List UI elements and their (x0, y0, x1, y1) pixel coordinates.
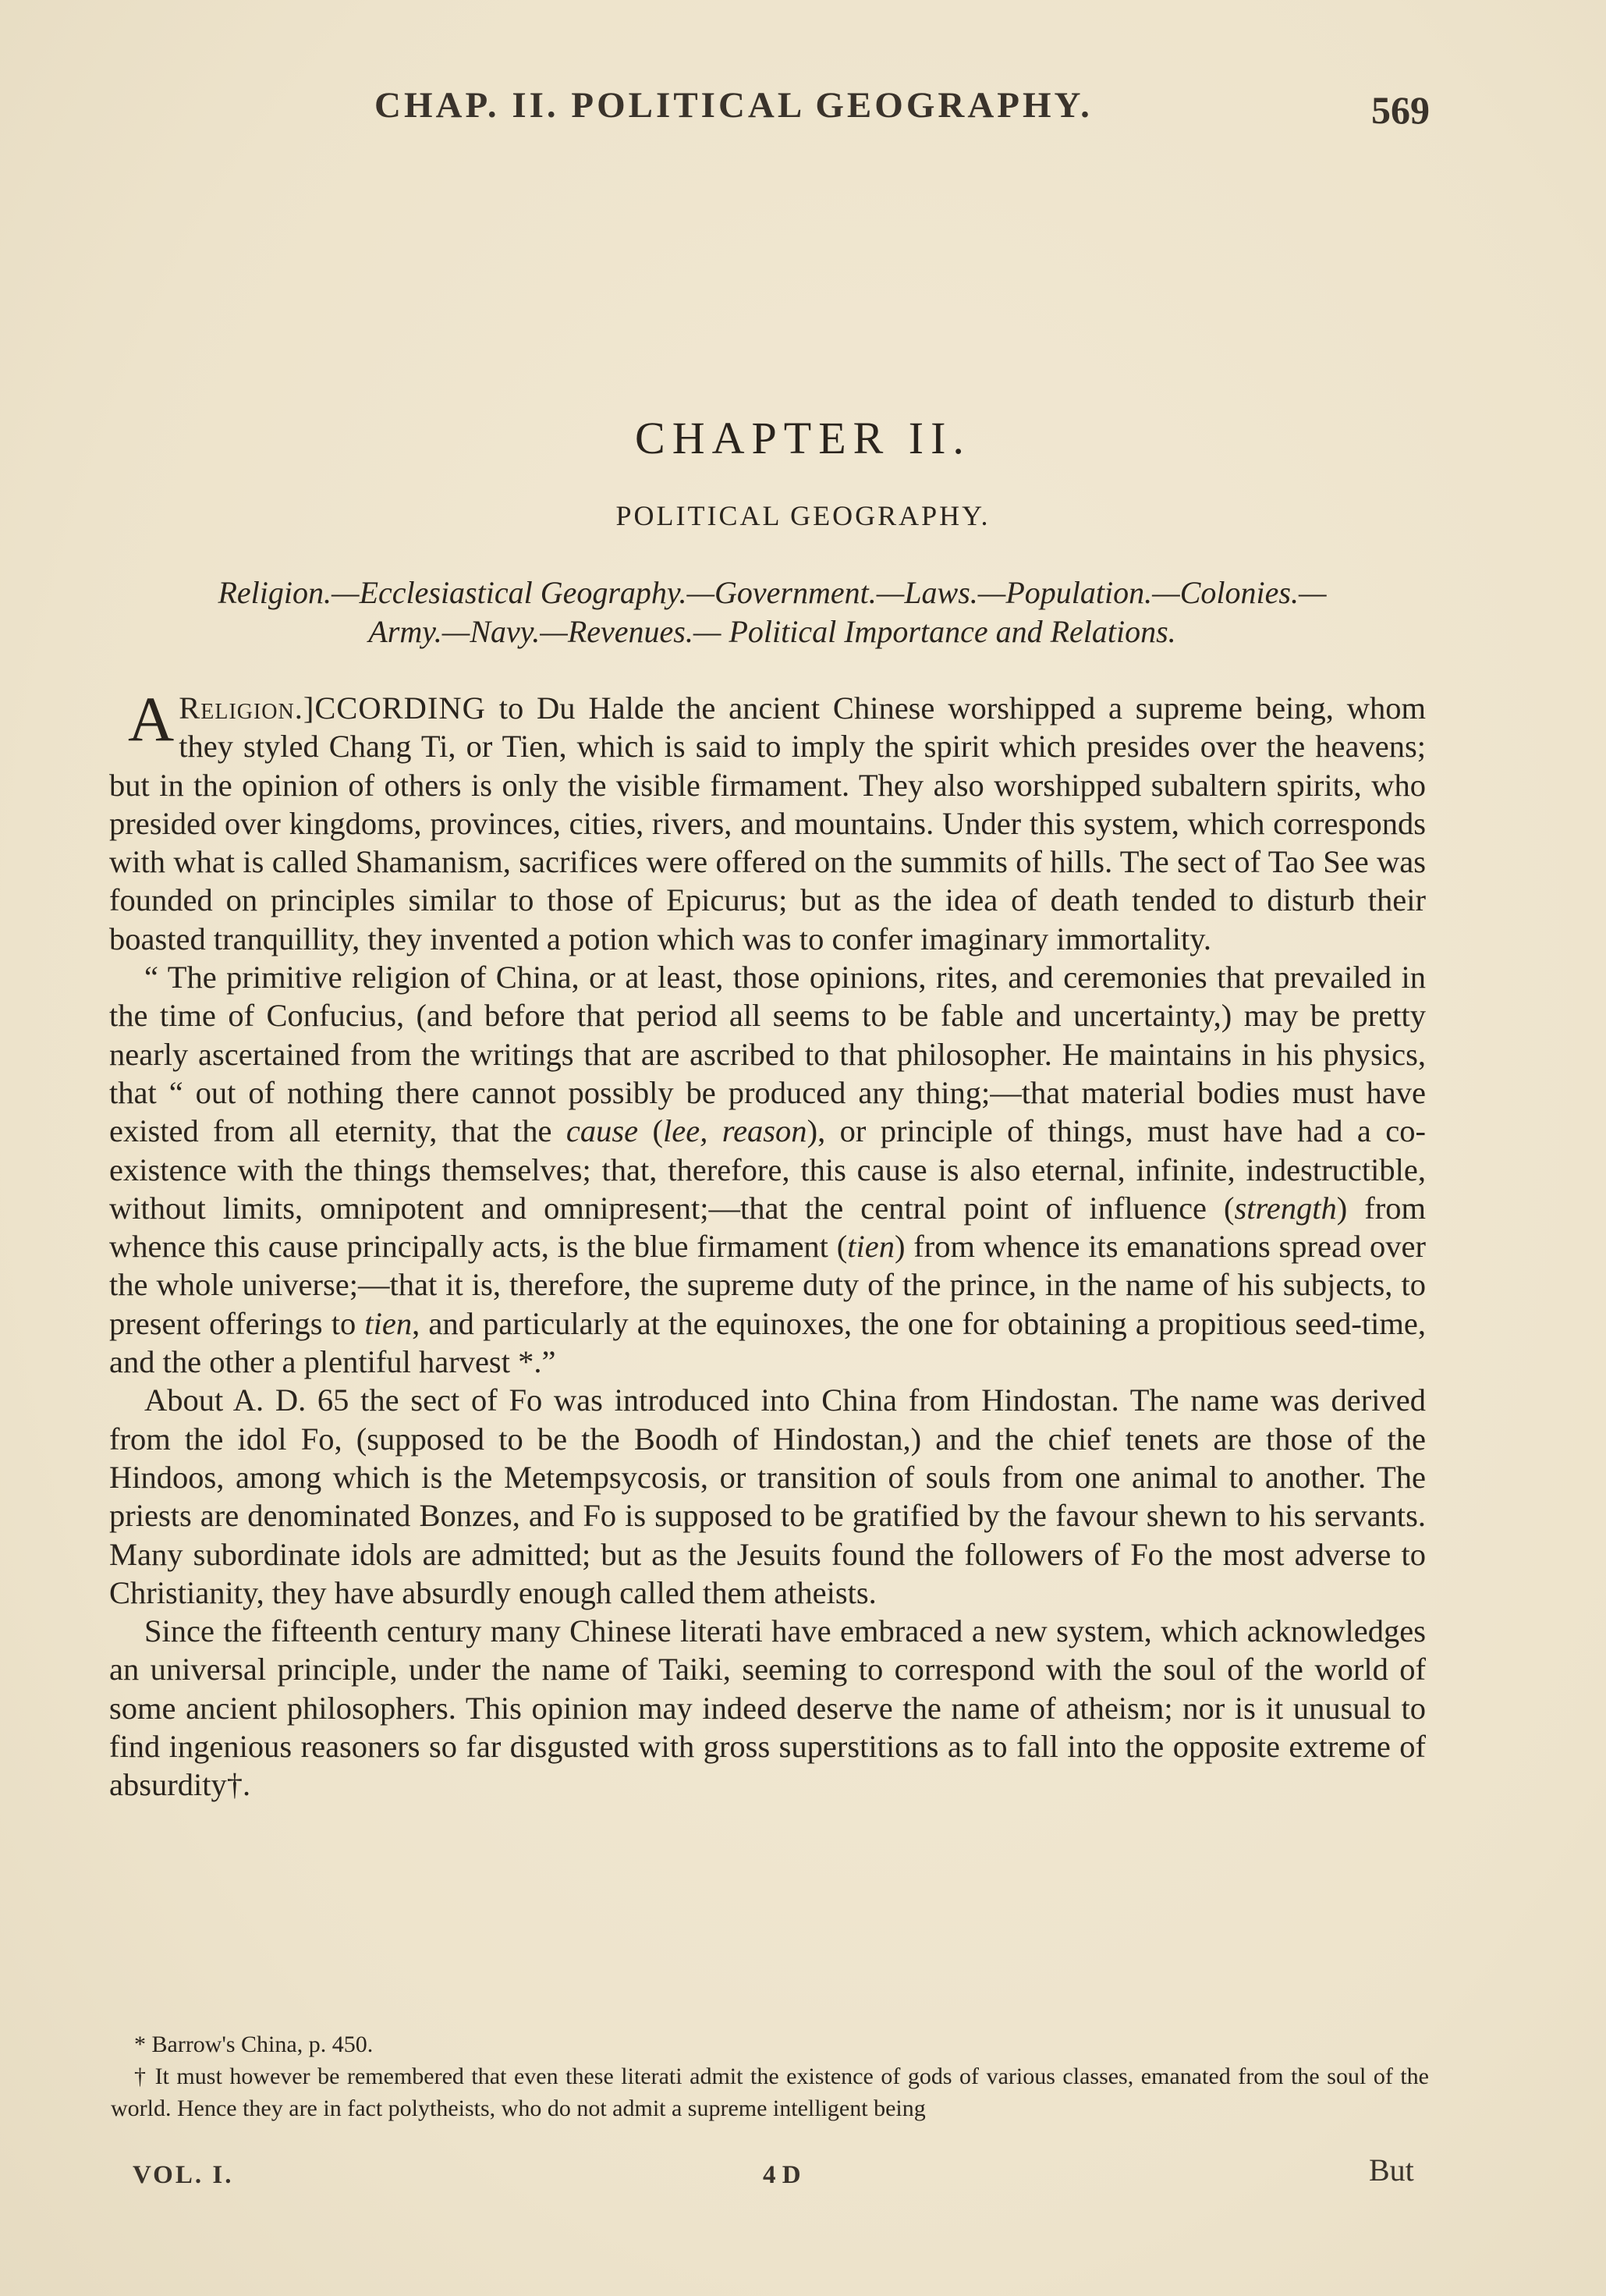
side-heading: Religion.] (179, 690, 315, 726)
chapter-title: CHAPTER II. (635, 413, 971, 463)
paragraph-2-text-b: , or principle of things, must have had a co-existence with the things themselves; that, therefore, this cause is also eternal, infinite, indestructible, without limits, omnipotent and omnipresent;—that the central point of influence (109, 1113, 1426, 1226)
chapter-contents (113, 573, 1431, 651)
paragraph-2-text-c: from whence this cause principally acts, is the blue firmament (109, 1190, 1426, 1265)
paragraph-2-text-d: from whence its emanations spread over the whole universe;—that it is, therefore, the supreme duty of the prince, in the name of his subjects, to present offerings to (109, 1229, 1426, 1341)
drop-cap: A (128, 683, 175, 754)
italic-strength: strength (1234, 1190, 1337, 1226)
paragraph-3: About A. D. 65 the sect of Fo was introduced into China from Hindostan. The name was derived from the idol Fo, (supposed to be the Boodh of Hindostan,) and the chief tenets are those of the Hindoos, among which is the Metempsycosis, or transition of souls from one animal to another. The priests are denominated Bonzes, and Fo is supposed to be gratified by the favour shewn to his servants. Many subordinate idols are admitted; but as the Jesuits found the followers of Fo the most adverse to Christianity, they have absurdly enough called them atheists. (109, 1382, 1426, 1610)
italic-tien-2: tien (364, 1305, 413, 1341)
contents-line-2: Army.—Navy.—Revenues.— Political Importance and Relations. (368, 614, 1176, 649)
italic-tien: tien (847, 1229, 895, 1265)
footnotes (111, 2028, 1429, 2124)
running-head: CHAP. II. POLITICAL GEOGRAPHY. (374, 85, 1093, 126)
footnote-2: † It must however be remembered that even these literati admit the existence of gods of various classes, emanated from the soul of the world. Hence they are in fact polytheists, who do not admit a supreme intelligent being (111, 2064, 1429, 2121)
paragraph-2: “ The primitive religion of China, or at least, those opinions, rites, and ceremonies that prevailed in the time of Confucius, (and before that period all seems to be fable and uncertainty,) may be pretty nearly ascertained from the writings that are ascribed to that philosopher. He maintains in his physics, that “ out of nothing there cannot possibly be produced any thing;—that material bodies must have existed from all eternity, that the cause (lee, reason), or principle of things, must have had a co-existence with the things themselves; that, therefore, this cause is also eternal, infinite, indestructible, without limits, omnipotent and omnipresent;—that the central point of influence (strength) from whence this cause principally acts, is the blue firmament (tien) from whence its emanations spread over the whole universe;—that it is, therefore, the supreme duty of the prince, in the name of his subjects, to present offerings to tien, and particularly at the equinoxes, the one for obtaining a propitious seed-time, and the other a plentiful harvest *.” (109, 960, 1426, 1380)
volume-mark: VOL. I. (133, 2161, 234, 2189)
italic-cause: cause (565, 1113, 639, 1149)
signature-mark: 4 D (763, 2161, 801, 2189)
page-number: 569 (1371, 88, 1430, 132)
paragraph-4: Since the fifteenth century many Chinese literati have embraced a new system, which acknowledges an universal principle, under the name of Taiki, seeming to correspond with the soul of the world of some ancient philosophers. This opinion may indeed deserve the name of atheism; nor is it unusual to find ingenious reasoners so far disgusted with gross superstitions as to fall into the opposite extreme of absurdity†. (109, 1613, 1426, 1803)
opening-word: CCORDING (314, 690, 486, 726)
paragraph-2-text-e: , and particularly at the equinoxes, the one for obtaining a propitious seed-time, and the other a plentiful harvest *.” (109, 1305, 1426, 1380)
paragraph-1-text: to Du Halde the ancient Chinese worshipped a supreme being, whom they styled Chang Ti, or Tien, which is said to imply the spirit which presides over the heavens; but in the opinion of others is only the visible firmament. They also worshipped subaltern spirits, who presided over kingdoms, provinces, cities, rivers, and mountains. Under this system, which corresponds with what is called Shamanism, sacrifices were offered on the summits of hills. The sect of Tao See was founded on principles similar to those of Epicurus; but as the idea of death tended to disturb their boasted tranquillity, they invented a potion which was to confer imaginary immortality. (109, 690, 1426, 956)
paragraph-1 (109, 683, 1426, 958)
catchword: But (1369, 2152, 1414, 2188)
chapter-subtitle: POLITICAL GEOGRAPHY. (615, 500, 991, 531)
body-text (109, 683, 1426, 1805)
contents-line-1: Religion.—Ecclesiastical Geography.—Government.—Laws.—Population.—Colonies.— (218, 575, 1327, 610)
paragraph-2-text-a: “ The primitive religion of China, or at least, those opinions, rites, and ceremonies that prevailed in the time of Confucius, (and before that period all seems to be fable and uncertainty,) may be pretty nearly ascertained from the writings that are ascribed to that philosopher. He maintains in his physics, that “ out of nothing there cannot possibly be produced any thing;—that material bodies must have existed from all eternity, that the (109, 960, 1426, 1149)
italic-lee-reason: lee, reason (663, 1113, 807, 1149)
footnote-1: * Barrow's China, p. 450. (134, 2032, 374, 2057)
